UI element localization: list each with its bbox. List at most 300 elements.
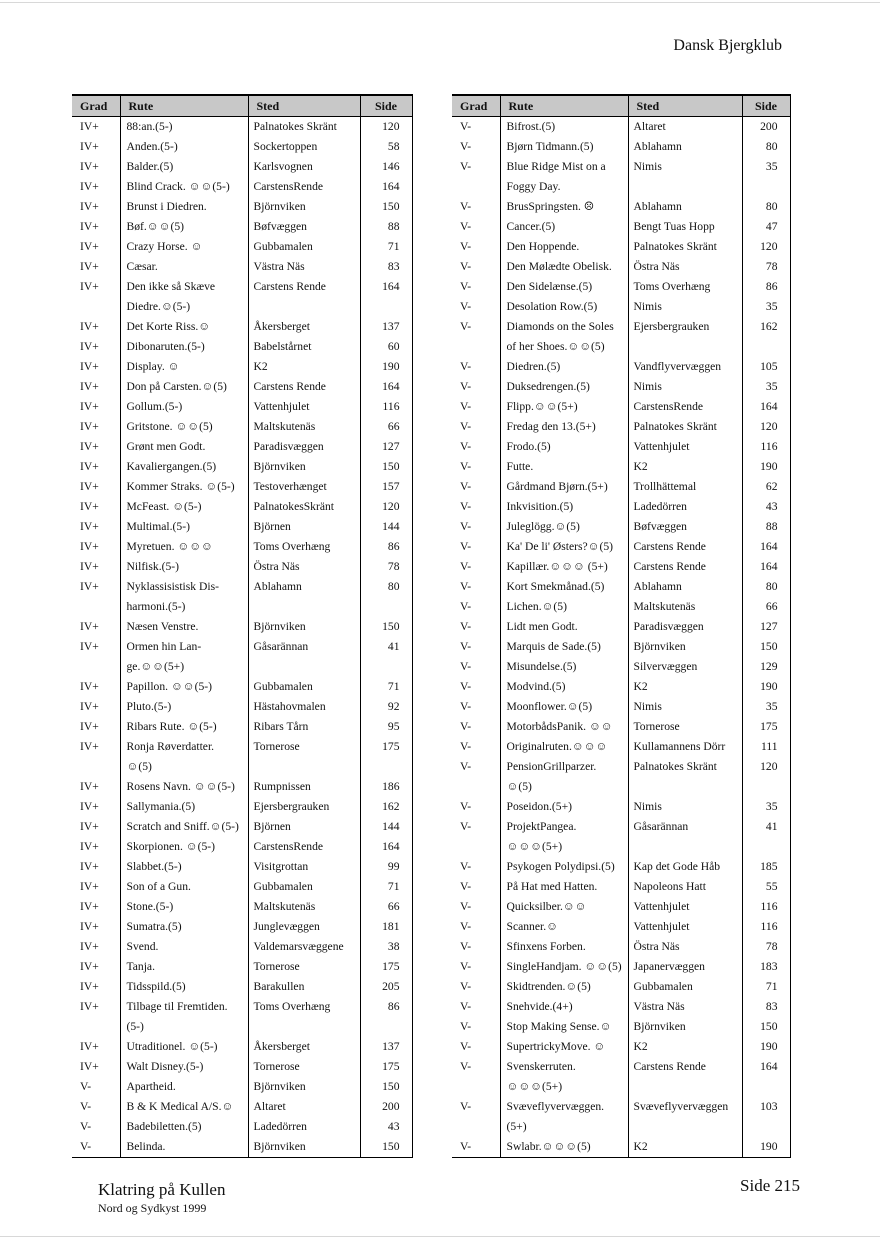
page-cell [742, 337, 790, 357]
grade-cell: V- [460, 280, 472, 293]
table-row [72, 757, 412, 777]
route-cell: Walt Disney.(5-) [120, 1057, 248, 1077]
grade-cell: IV+ [80, 880, 99, 893]
grade-cell: V- [460, 240, 472, 253]
page-cell [742, 777, 790, 797]
location-cell: Junglevæggen [248, 917, 360, 937]
route-cell: ProjektPangea. [500, 817, 628, 837]
route-cell: Den Hoppende. [500, 237, 628, 257]
grade-cell: V- [460, 1020, 472, 1033]
page-cell: 92 [360, 697, 412, 717]
table-row [72, 1017, 412, 1037]
table-row [452, 857, 790, 877]
grade-cell [452, 337, 500, 357]
route-cell: Ka' De li' Østers?☺(5) [500, 537, 628, 557]
location-cell: Paradisvæggen [248, 437, 360, 457]
route-cell: Lichen.☺(5) [500, 597, 628, 617]
header-rute: Rute [500, 95, 628, 117]
page-cell: 80 [742, 137, 790, 157]
grade-cell: IV+ [80, 420, 99, 433]
page-cell: 190 [742, 1037, 790, 1057]
table-row [452, 1137, 790, 1158]
page-cell [742, 1077, 790, 1097]
table-row [72, 897, 412, 917]
location-cell: K2 [628, 1037, 742, 1057]
grade-cell [452, 1117, 500, 1137]
location-cell: Babelstårnet [248, 337, 360, 357]
location-cell: Sockertoppen [248, 137, 360, 157]
route-cell: Belinda. [120, 1137, 248, 1158]
page-cell: 116 [360, 397, 412, 417]
grade-cell: IV+ [80, 780, 99, 793]
page-cell: 137 [360, 317, 412, 337]
route-cell: Badebiletten.(5) [120, 1117, 248, 1137]
route-cell: Fredag den 13.(5+) [500, 417, 628, 437]
grade-cell: V- [460, 220, 472, 233]
route-cell: Ormen hin Lan- [120, 637, 248, 657]
page-cell: 71 [360, 677, 412, 697]
table-row [452, 157, 790, 177]
route-table-right [452, 94, 790, 1158]
table-row [452, 957, 790, 977]
page-cell: 190 [742, 457, 790, 477]
table-row [72, 917, 412, 937]
page-cell: 146 [360, 157, 412, 177]
grade-cell: V- [460, 1060, 472, 1073]
page-cell: 55 [742, 877, 790, 897]
location-cell: K2 [248, 357, 360, 377]
table-row [452, 437, 790, 457]
route-cell: Kavaliergangen.(5) [120, 457, 248, 477]
club-name: Dansk Bjergklub [673, 37, 782, 54]
route-cell: Psykogen Polydipsi.(5) [500, 857, 628, 877]
table-row [72, 157, 412, 177]
grade-cell: V- [460, 440, 472, 453]
page-cell: 164 [742, 537, 790, 557]
page-cell: 62 [742, 477, 790, 497]
route-cell: Inkvisition.(5) [500, 497, 628, 517]
header-side: Side [360, 95, 412, 117]
table-row [452, 577, 790, 597]
table-row [452, 317, 790, 337]
route-cell: Ribars Rute. ☺(5-) [120, 717, 248, 737]
page-cell: 71 [742, 977, 790, 997]
page-cell: 66 [360, 417, 412, 437]
location-cell: Västra Näs [248, 257, 360, 277]
location-cell: Gubbamalen [248, 237, 360, 257]
route-cell: Kort Smekmånad.(5) [500, 577, 628, 597]
route-cell: ☺(5) [500, 777, 628, 797]
route-cell: Stone.(5-) [120, 897, 248, 917]
page-cell: 127 [360, 437, 412, 457]
table-row [452, 297, 790, 317]
location-cell: Björnviken [248, 197, 360, 217]
table-row [452, 997, 790, 1017]
route-cell: Balder.(5) [120, 157, 248, 177]
route-cell: På Hat med Hatten. [500, 877, 628, 897]
table-row [72, 737, 412, 757]
grade-cell: IV+ [80, 580, 99, 593]
route-cell: Myretuen. ☺☺☺ [120, 537, 248, 557]
table-row [72, 477, 412, 497]
page-cell: 120 [742, 237, 790, 257]
grade-cell [452, 177, 500, 197]
grade-cell [72, 297, 120, 317]
route-cell: Bjørn Tidmann.(5) [500, 137, 628, 157]
page-cell: 41 [742, 817, 790, 837]
table-row [72, 677, 412, 697]
route-cell: Crazy Horse. ☺ [120, 237, 248, 257]
page-cell: 144 [360, 517, 412, 537]
route-cell: Papillon. ☺☺(5-) [120, 677, 248, 697]
page-cell: 150 [360, 1077, 412, 1097]
grade-cell: IV+ [80, 920, 99, 933]
grade-cell: IV+ [80, 800, 99, 813]
table-row [72, 697, 412, 717]
location-cell [248, 657, 360, 677]
page-cell: 78 [742, 937, 790, 957]
page-cell: 162 [742, 317, 790, 337]
page-cell: 38 [360, 937, 412, 957]
location-cell: Gåsarännan [628, 817, 742, 837]
page-cell: 35 [742, 157, 790, 177]
location-cell: Vandflyvervæggen [628, 357, 742, 377]
location-cell: CarstensRende [248, 177, 360, 197]
route-cell: Tilbage til Fremtiden. [120, 997, 248, 1017]
page-cell: 41 [360, 637, 412, 657]
route-cell: ge.☺☺(5+) [120, 657, 248, 677]
table-row [452, 1057, 790, 1077]
route-cell: Blind Crack. ☺☺(5-) [120, 177, 248, 197]
route-cell: B & K Medical A/S.☺ [120, 1097, 248, 1117]
table-row [72, 777, 412, 797]
grade-cell: V- [460, 600, 472, 613]
table-row [72, 1137, 412, 1158]
grade-cell: IV+ [80, 840, 99, 853]
page-cell: 190 [742, 1137, 790, 1158]
page-cell: 78 [742, 257, 790, 277]
grade-cell: IV+ [80, 520, 99, 533]
header-rute: Rute [120, 95, 248, 117]
grade-cell: IV+ [80, 980, 99, 993]
header-sted: Sted [248, 95, 360, 117]
footer-book-title: Klatring på Kullen [98, 1180, 226, 1199]
route-cell: Diedren.(5) [500, 357, 628, 377]
location-cell: Tornerose [248, 1057, 360, 1077]
route-cell: Duksedrengen.(5) [500, 377, 628, 397]
grade-cell: V- [460, 560, 472, 573]
table-row [452, 717, 790, 737]
route-cell: Flipp.☺☺(5+) [500, 397, 628, 417]
grade-cell: V- [72, 1137, 120, 1158]
location-cell [248, 297, 360, 317]
location-cell: Carstens Rende [628, 557, 742, 577]
grade-cell: V- [460, 1100, 472, 1113]
grade-cell: IV+ [80, 440, 99, 453]
route-cell: Moonflower.☺(5) [500, 697, 628, 717]
table-row [72, 277, 412, 297]
route-cell: (5+) [500, 1117, 628, 1137]
location-cell: Ribars Tårn [248, 717, 360, 737]
location-cell: Ablahamn [248, 577, 360, 597]
location-cell: Toms Overhæng [248, 997, 360, 1017]
grade-cell: IV+ [80, 240, 99, 253]
grade-cell: V- [460, 940, 472, 953]
location-cell: Maltskutenäs [628, 597, 742, 617]
route-cell: Det Korte Riss.☺ [120, 317, 248, 337]
route-cell: Juleglögg.☺(5) [500, 517, 628, 537]
route-cell: Apartheid. [120, 1077, 248, 1097]
route-cell: ☺☺☺(5+) [500, 837, 628, 857]
table-row [452, 377, 790, 397]
route-cell: of her Shoes.☺☺(5) [500, 337, 628, 357]
table-row [72, 337, 412, 357]
table-row [72, 657, 412, 677]
location-cell [248, 757, 360, 777]
table-row [72, 377, 412, 397]
page-cell: 120 [742, 757, 790, 777]
bottom-rule [0, 1236, 880, 1237]
page-cell: 80 [742, 577, 790, 597]
route-cell: Rosens Navn. ☺☺(5-) [120, 777, 248, 797]
route-cell: Swlabr.☺☺☺(5) [500, 1137, 628, 1158]
route-cell: Frodo.(5) [500, 437, 628, 457]
grade-cell: IV+ [80, 140, 99, 153]
route-cell: Cancer.(5) [500, 217, 628, 237]
location-cell: Svæveflyvervæggen [628, 1097, 742, 1117]
grade-cell [72, 1017, 120, 1037]
page-cell: 120 [360, 497, 412, 517]
location-cell: Vattenhjulet [628, 897, 742, 917]
grade-cell [72, 657, 120, 677]
grade-cell: IV+ [80, 220, 99, 233]
location-cell: Vattenhjulet [628, 917, 742, 937]
grade-cell: V- [460, 360, 472, 373]
grade-cell: IV+ [80, 560, 99, 573]
location-cell: Paradisvæggen [628, 617, 742, 637]
grade-cell: V- [460, 960, 472, 973]
route-cell: Dibonaruten.(5-) [120, 337, 248, 357]
route-cell: Nyklassisistisk Dis- [120, 577, 248, 597]
table-row [452, 697, 790, 717]
page-cell: 175 [360, 957, 412, 977]
page-cell: 35 [742, 297, 790, 317]
grade-cell: IV+ [80, 340, 99, 353]
grade-cell: IV+ [80, 620, 99, 633]
route-cell: Foggy Day. [500, 177, 628, 197]
route-cell: ☺(5) [120, 757, 248, 777]
grade-cell: V- [460, 1040, 472, 1053]
page-cell [360, 657, 412, 677]
location-cell: Carstens Rende [248, 277, 360, 297]
location-cell [248, 597, 360, 617]
page-cell: 43 [742, 497, 790, 517]
page-cell: 105 [742, 357, 790, 377]
page-cell: 164 [360, 177, 412, 197]
table-row [72, 1097, 412, 1117]
location-cell: PalnatokesSkränt [248, 497, 360, 517]
top-rule [0, 2, 880, 3]
grade-cell: IV+ [80, 860, 99, 873]
table-row [452, 757, 790, 777]
table-row [72, 877, 412, 897]
page-cell: 88 [742, 517, 790, 537]
grade-cell: IV+ [80, 900, 99, 913]
route-cell: Diamonds on the Soles [500, 317, 628, 337]
grade-cell: IV+ [80, 480, 99, 493]
location-cell: Silvervæggen [628, 657, 742, 677]
grade-cell: IV+ [80, 960, 99, 973]
route-cell: Marquis de Sade.(5) [500, 637, 628, 657]
grade-cell: V- [460, 320, 472, 333]
route-cell: Grønt men Godt. [120, 437, 248, 457]
table-row [452, 1077, 790, 1097]
page-cell: 157 [360, 477, 412, 497]
page-cell: 175 [742, 717, 790, 737]
table-row [452, 1117, 790, 1137]
location-cell [248, 1017, 360, 1037]
page-cell: 88 [360, 217, 412, 237]
table-row [452, 277, 790, 297]
page-cell: 150 [360, 457, 412, 477]
location-cell: Björnviken [628, 1017, 742, 1037]
table-row [452, 637, 790, 657]
page-cell: 80 [742, 197, 790, 217]
page-cell [742, 177, 790, 197]
route-cell: Originalruten.☺☺☺ [500, 737, 628, 757]
location-cell: Björnen [248, 817, 360, 837]
location-cell: CarstensRende [248, 837, 360, 857]
location-cell: Karlsvognen [248, 157, 360, 177]
grade-cell: IV+ [80, 380, 99, 393]
table-row [452, 557, 790, 577]
grade-cell [452, 1077, 500, 1097]
grade-cell: V- [460, 700, 472, 713]
route-cell: MotorbådsPanik. ☺☺ [500, 717, 628, 737]
grade-cell: IV+ [80, 940, 99, 953]
grade-cell: V- [460, 820, 472, 833]
grade-cell: IV+ [80, 820, 99, 833]
route-cell: Næsen Venstre. [120, 617, 248, 637]
header-grad: Grad [72, 95, 120, 117]
location-cell: Björnviken [248, 457, 360, 477]
route-cell: Anden.(5-) [120, 137, 248, 157]
grade-cell: IV+ [80, 160, 99, 173]
location-cell: Trollhättemal [628, 477, 742, 497]
page-cell: 66 [742, 597, 790, 617]
grade-cell: V- [460, 620, 472, 633]
route-cell: Diedre.☺(5-) [120, 297, 248, 317]
table-row [72, 1117, 412, 1137]
table-row [72, 797, 412, 817]
table-row [72, 857, 412, 877]
table-row [452, 477, 790, 497]
page-cell: 164 [742, 397, 790, 417]
location-cell: Palnatokes Skränt [628, 417, 742, 437]
location-cell: Bøfvæggen [628, 517, 742, 537]
table-row [72, 397, 412, 417]
grade-cell: IV+ [80, 400, 99, 413]
page-cell: 71 [360, 877, 412, 897]
table-row [452, 337, 790, 357]
grade-cell: V- [460, 400, 472, 413]
grade-cell: V- [460, 140, 472, 153]
table-row [72, 357, 412, 377]
grade-cell: V- [80, 1120, 92, 1133]
grade-cell: V- [460, 760, 472, 773]
grade-cell: V- [460, 160, 472, 173]
grade-cell: V- [460, 580, 472, 593]
page-cell [360, 297, 412, 317]
table-row [72, 977, 412, 997]
table-row [452, 397, 790, 417]
route-cell: Ronja Røverdatter. [120, 737, 248, 757]
table-row [452, 1037, 790, 1057]
location-cell: Palnatokes Skränt [628, 757, 742, 777]
grade-cell: IV+ [80, 540, 99, 553]
location-cell: Östra Näs [628, 257, 742, 277]
page-cell: 99 [360, 857, 412, 877]
table-row [452, 457, 790, 477]
page-cell: 164 [742, 1057, 790, 1077]
location-cell: Palnatokes Skränt [628, 237, 742, 257]
table-row [72, 237, 412, 257]
grade-cell: V- [460, 980, 472, 993]
table-row [72, 577, 412, 597]
table-row [72, 197, 412, 217]
location-cell: Napoleons Hatt [628, 877, 742, 897]
route-cell: Bifrost.(5) [500, 117, 628, 138]
grade-cell: V- [460, 520, 472, 533]
location-cell: Nimis [628, 297, 742, 317]
location-cell [628, 1077, 742, 1097]
grade-cell: IV+ [80, 280, 99, 293]
grade-cell: V- [460, 540, 472, 553]
location-cell: Rumpnissen [248, 777, 360, 797]
location-cell: Ablahamn [628, 137, 742, 157]
page-cell: 120 [742, 417, 790, 437]
grade-cell: IV+ [80, 180, 99, 193]
page-number: Side 215 [740, 1176, 800, 1195]
page-cell: 150 [360, 617, 412, 637]
grade-cell: IV+ [80, 460, 99, 473]
location-cell: Kullamannens Dörr [628, 737, 742, 757]
route-cell: Skidtrenden.☺(5) [500, 977, 628, 997]
route-cell: Den ikke så Skæve [120, 277, 248, 297]
location-cell: Björnviken [628, 637, 742, 657]
grade-cell: V- [460, 900, 472, 913]
location-cell: Maltskutenäs [248, 897, 360, 917]
route-cell: Multimal.(5-) [120, 517, 248, 537]
route-cell: Gritstone. ☺☺(5) [120, 417, 248, 437]
table-row [72, 537, 412, 557]
location-cell: Tornerose [248, 957, 360, 977]
page-cell: 164 [360, 377, 412, 397]
grade-cell: V- [460, 300, 472, 313]
table-row [72, 817, 412, 837]
location-cell: Björnen [248, 517, 360, 537]
table-row [72, 297, 412, 317]
table-row [452, 897, 790, 917]
page-cell [742, 1117, 790, 1137]
location-cell: Vattenhjulet [248, 397, 360, 417]
grade-cell: V- [460, 800, 472, 813]
page-cell [360, 1017, 412, 1037]
location-cell: Åkersberget [248, 1037, 360, 1057]
page-cell: 80 [360, 577, 412, 597]
route-cell: Stop Making Sense.☺ [500, 1017, 628, 1037]
route-cell: Tanja. [120, 957, 248, 977]
